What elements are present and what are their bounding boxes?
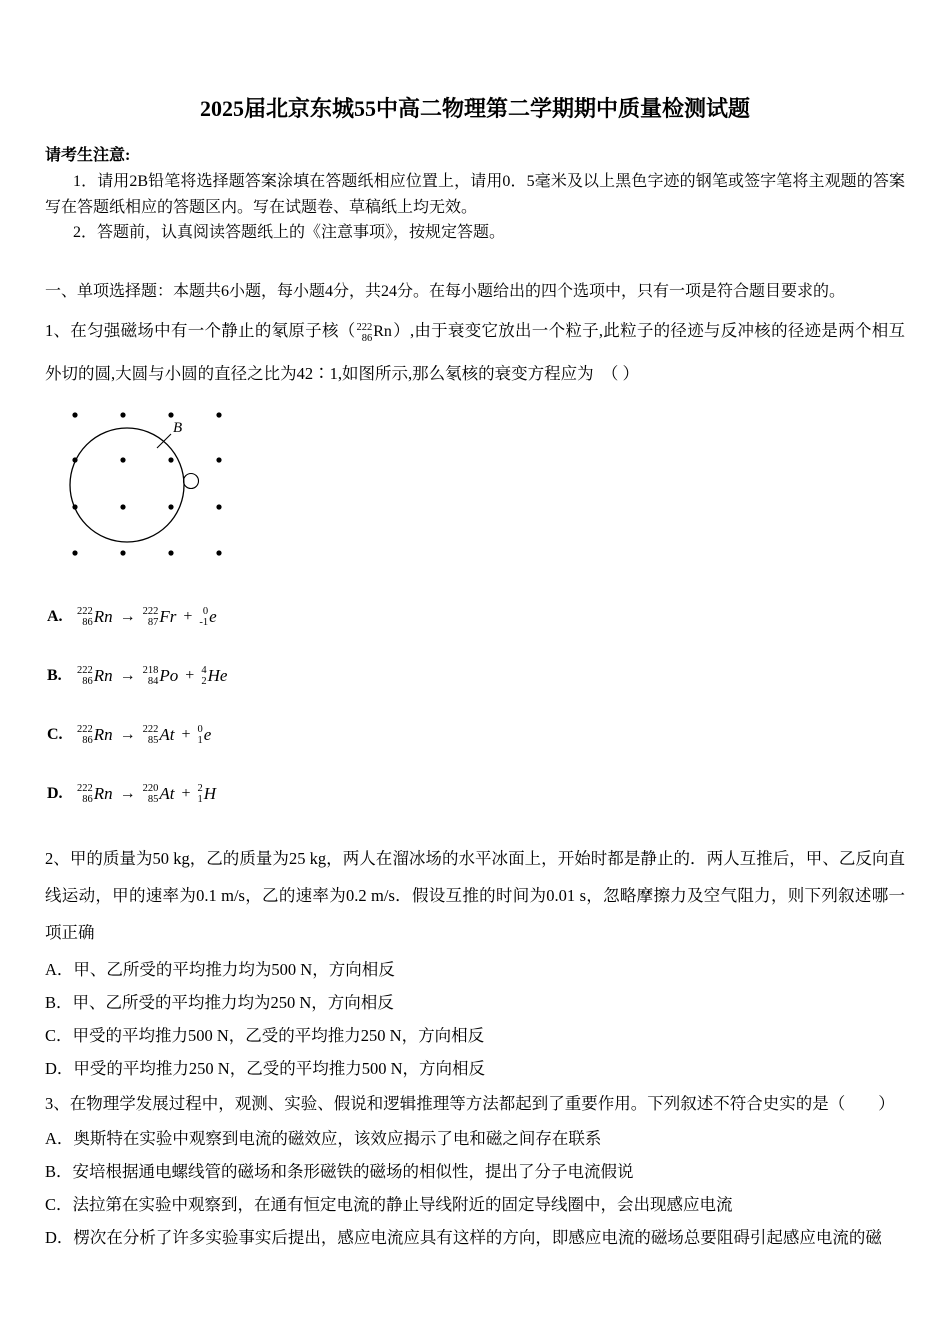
q1-answer-paren: （ ） [610, 363, 639, 383]
q1-option-d [47, 781, 905, 807]
decay-equation [77, 783, 216, 805]
q3-option-c: C．法拉第在实验中观察到，在通有恒定电流的静止导线附近的固定导线圈中，会出现感应电流 [45, 1195, 733, 1215]
notice-item-1: 1．请用2B铅笔将选择题答案涂填在答题纸相应位置上，请用0．5毫米及以上黑色字迹的钢笔或签字笔将主观题的答案写在答题纸相应的答题区内。写在试题卷、草稿纸上均无效。 [45, 172, 905, 216]
q3-options [45, 1122, 905, 1254]
q3-option-d: D．楞次在分析了许多实验事实后提出，感应电流应具有这样的方向，即感应电流的磁场总要阻碍引起感应电流的磁 [45, 1228, 882, 1248]
option-label: D. [47, 785, 63, 802]
question-3-text: 3、在物理学发展过程中，观测、实验、假说和逻辑推理等方法都起到了重要作用。下列叙述不符合史实的是（ ） [45, 1094, 895, 1114]
q1-option-a [47, 604, 905, 630]
arrow-symbol: → [119, 667, 136, 684]
nuclide-rn: 222 86 Rn [77, 723, 113, 746]
field-label-b: B [173, 420, 183, 436]
notice-item-2: 2．答题前，认真阅读答题纸上的《注意事项》，按规定答题。 [73, 224, 506, 242]
q1-text-after: ）,由于衰变它放出一个粒子,此粒子的径迹与反冲核的径迹是两个相互外切的圆,大圆与小圆的直径之比为42∶1,如图所示,那么氡核的衰变方程应为 [45, 321, 906, 383]
q2-option-c: C．甲受的平均推力500 N，乙受的平均推力250 N，方向相反 [45, 1026, 485, 1046]
decay-equation [77, 606, 217, 628]
exam-notice [45, 143, 905, 246]
plus-symbol: + [185, 667, 195, 684]
q1-options [45, 604, 905, 807]
arrow-symbol: → [119, 726, 136, 743]
field-dots [72, 412, 221, 555]
nuclide-product: 220 85 At [142, 782, 175, 805]
rn-nuclide-inline: 222 86 Rn [356, 321, 392, 344]
nuclide-product: 222 87 Fr [142, 605, 177, 628]
arrow-symbol: → [119, 608, 136, 625]
nuclide-rn: 222 86 Rn [77, 782, 113, 805]
q2-option-a: A．甲、乙所受的平均推力均为500 N，方向相反 [45, 960, 395, 980]
q3-option-b: B．安培根据通电螺线管的磁场和条形磁铁的磁场的相似性，提出了分子电流假说 [45, 1162, 634, 1182]
q2-option-b: B．甲、乙所受的平均推力均为250 N，方向相反 [45, 993, 394, 1013]
q2-option-d: D．甲受的平均推力250 N，乙受的平均推力500 N，方向相反 [45, 1059, 485, 1079]
question-2-text: 2、甲的质量为50 kg，乙的质量为25 kg，两人在溜冰场的水平冰面上，开始时都是静止的．两人互推后，甲、乙反向直线运动，甲的速率为0.1 m/s，乙的速率为0.2 m/s．假设互推的时间为0.01 s，忽略摩擦力及空气阻力，则下列叙述哪一项正确 [45, 849, 905, 943]
nuclide-product: 218 84 Po [142, 664, 179, 687]
arrow-symbol: → [119, 785, 136, 802]
page-title: 2025届北京东城55中高二物理第二学期期中质量检测试题 [199, 96, 750, 121]
section-heading: 一、单项选择题：本题共6小题，每小题4分，共24分。在每小题给出的四个选项中，只有一项是符合题目要求的。 [45, 283, 846, 301]
option-label: B. [47, 667, 62, 684]
q1-option-c [47, 722, 905, 748]
decay-equation [77, 724, 211, 746]
magnetic-field-diagram [59, 401, 245, 573]
plus-symbol: + [181, 785, 191, 802]
q2-options [45, 953, 905, 1085]
small-track-circle [184, 474, 199, 489]
nuclide-particle: 4 2 He [201, 664, 228, 687]
nuclide-product: 222 85 At [142, 723, 175, 746]
q1-figure [59, 401, 905, 578]
nuclide-rn: 222 86 Rn [77, 605, 113, 628]
nuclide-rn: 222 86 Rn [77, 664, 113, 687]
question-1-text [45, 310, 905, 395]
question-2 [45, 840, 905, 1085]
plus-symbol: + [183, 608, 193, 625]
option-label: A. [47, 608, 63, 625]
decay-equation [77, 665, 227, 687]
q3-option-a: A．奥斯特在实验中观察到电流的磁效应，该效应揭示了电和磁之间存在联系 [45, 1129, 602, 1149]
nuclide-particle: 0 -1 e [199, 605, 217, 628]
q1-option-b [47, 663, 905, 689]
q1-text-before: 1、在匀强磁场中有一个静止的氡原子核（ [45, 321, 356, 341]
option-label: C. [47, 726, 63, 743]
notice-heading: 请考生注意: [45, 147, 131, 164]
question-3 [45, 1087, 905, 1254]
nuclide-particle: 0 1 e [197, 723, 212, 746]
plus-symbol: + [181, 726, 191, 743]
large-track-circle [70, 428, 184, 542]
nuclide-particle: 2 1 H [197, 782, 217, 805]
